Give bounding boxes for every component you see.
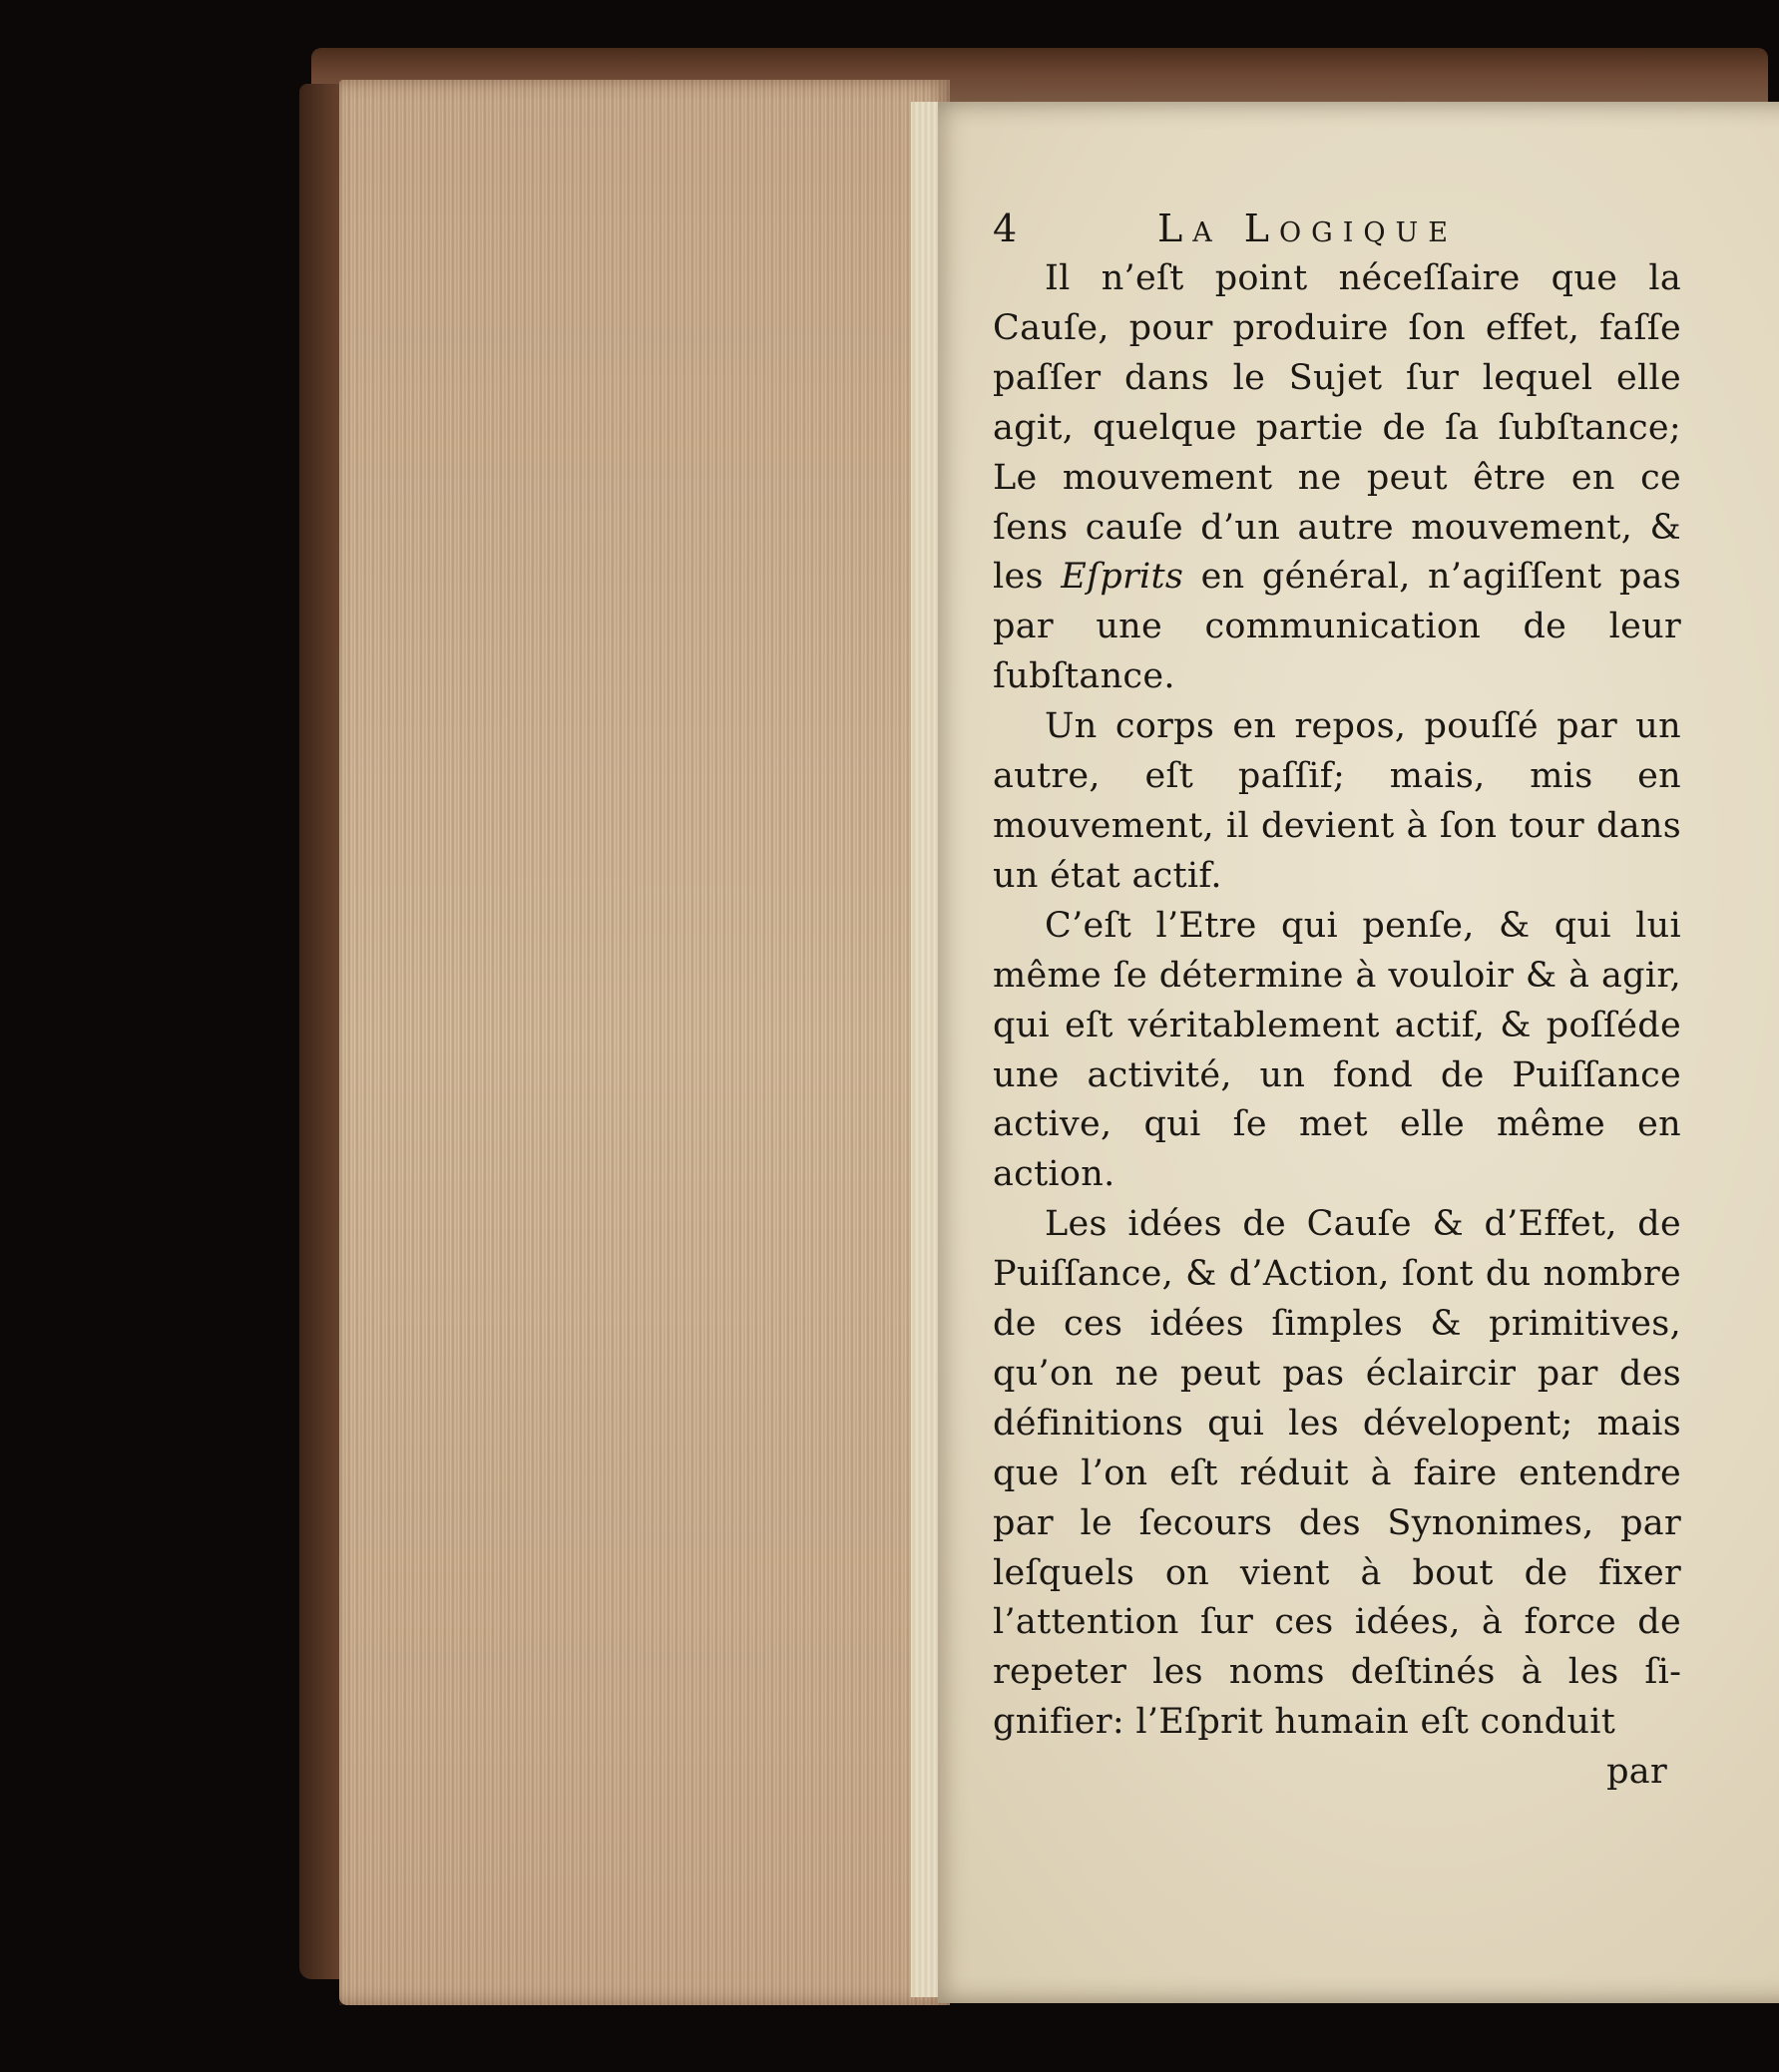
page-header — [993, 205, 1681, 254]
italic-term: Eſprits — [1061, 557, 1184, 598]
paragraph-2: Un corps en repos, pouſſé par un autre, eſt paſſif; mais, mis en mouvement, il devient à ſon tour dans un état actif. — [993, 706, 1681, 896]
page-block-fore-edge — [339, 80, 950, 2005]
running-title: La Logique — [1157, 207, 1459, 250]
paragraph-1: Il n’eſt point néceſſaire que la Cauſe, pour produire ſon effet, faſſe paſſer dans le Sujet ſur lequel elle agit, quelque partie de ſa ſubſtance; Le mouvement ne peut être en ce ſens cauſe d’un autre mouvement, & les Eſprits en général, n’agiſſent pas par une communication de leur ſubſtance. — [993, 258, 1681, 697]
paragraph-3: C’eſt l’Etre qui penſe, & qui lui même ſe détermine à vouloir & à agir, qui eſt véritablement actif, & poſſéde une activité, un fond de Puiſſance active, qui ſe met elle même en action. — [993, 905, 1681, 1195]
page-number: 4 — [993, 207, 1018, 250]
page-text — [993, 205, 1681, 1798]
paragraph-4: Les idées de Cauſe & d’Effet, de Puiſſance, & d’Action, ſont du nombre de ces idées ſimples & primitives, qu’on ne peut pas éclaircir par des définitions qui les dévelopent; mais que l’on eſt réduit à faire entendre par le ſecours des Synonimes, par leſquels on vient à bout de fixer l’attention ſur ces idées, à force de repeter les noms deſtinés à les ſignifier: l’Eſprit humain eſt conduit — [993, 1204, 1681, 1743]
catchword: par — [1606, 1752, 1667, 1793]
